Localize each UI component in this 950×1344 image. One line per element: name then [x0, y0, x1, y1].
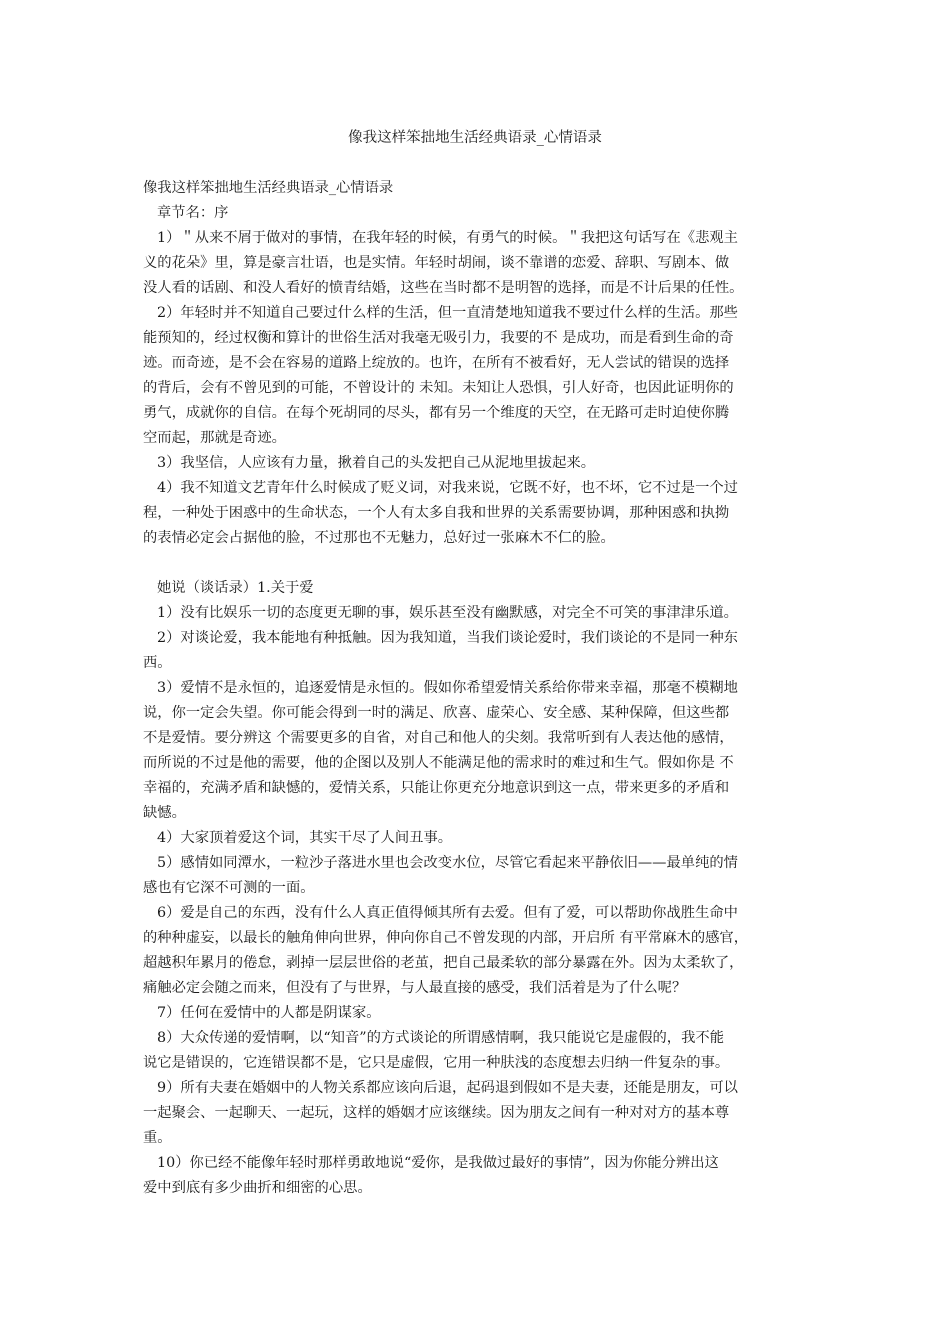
- text-line: 一起聚会、一起聊天、一起玩，这样的婚姻才应该继续。因为朋友之间有一种对对方的基本尊: [143, 1105, 730, 1121]
- text-line: 2）年轻时并不知道自己要过什么样的生活，但一直清楚地知道我不要过什么样的生活。那些: [157, 305, 738, 321]
- chapter-name: 章节名：序: [157, 205, 229, 221]
- text-line: 10）你已经不能像年轻时那样勇敢地说“爱你，是我做过最好的事情”，因为你能分辨出这: [157, 1155, 719, 1171]
- text-line: 空而起，那就是奇迹。: [143, 430, 286, 446]
- paragraph-spacer: [143, 551, 815, 576]
- text-line: 缺憾。: [143, 805, 186, 821]
- text-line: 4）大家顶着爱这个词，其实干尽了人间丑事。: [157, 830, 453, 846]
- document-title: 像我这样笨拙地生活经典语录_心情语录: [348, 130, 602, 146]
- text-line: 重。: [143, 1130, 172, 1146]
- text-line: 的背后，会有不曾见到的可能，不曾设计的 未知。未知让人恐惧，引人好奇，也因此证明你的: [143, 380, 734, 396]
- text-line: 6）爱是自己的东西，没有什么人真正值得倾其所有去爱。但有了爱，可以帮助你战胜生命中: [157, 905, 738, 921]
- section-heading: 她说（谈话录）1.关于爱: [157, 580, 314, 596]
- text-line: 2）对谈论爱，我本能地有种抵触。因为我知道，当我们谈论爱时，我们谈论的不是同一种东: [157, 630, 738, 646]
- document-body: [143, 176, 815, 1201]
- text-line: 的表情必定会占据他的脸，不过那也不无魅力，总好过一张麻木不仁的脸。: [143, 530, 615, 546]
- text-line: 勇气，成就你的自信。在每个死胡同的尽头，都有另一个维度的天空，在无路可走时迫使你腾: [143, 405, 730, 421]
- text-line: 能预知的，经过权衡和算计的世俗生活对我毫无吸引力，我要的不 是成功，而是看到生命的奇: [143, 330, 734, 346]
- text-line: 感也有它深不可测的一面。: [143, 880, 315, 896]
- section-about-love: [143, 601, 815, 1201]
- text-line: 1）＂从来不屑于做对的事情，在我年轻的时候，有勇气的时候。＂我把这句话写在《悲观主: [157, 230, 738, 246]
- text-line: 说，你一定会失望。你可能会得到一时的满足、欣喜、虚荣心、安全感、某种保障，但这些都: [143, 705, 730, 721]
- text-line: 义的花朵》里，算是豪言壮语，也是实情。年轻时胡闹，谈不靠谱的恋爱、辞职、写剧本、做: [143, 255, 730, 271]
- text-line: 不是爱情。要分辨这 个需要更多的自省，对自己和他人的尖刻。我常听到有人表达他的感情，: [143, 730, 734, 746]
- text-line: 痛触必定会随之而来，但没有了与世界，与人最直接的感受，我们活着是为了什么呢？: [143, 980, 687, 996]
- text-line: 3）我坚信，人应该有力量，揪着自己的头发把自己从泥地里拔起来。: [157, 455, 595, 471]
- text-line: 没人看的话剧、和没人看好的愤青结婚，这些在当时都不是明智的选择，而是不计后果的任性。: [143, 280, 744, 296]
- text-line: 爱中到底有多少曲折和细密的心思。: [143, 1180, 372, 1196]
- text-line: 而所说的不过是他的需要，他的企图以及别人不能满足他的需求时的难过和生气。假如你是 不: [143, 755, 734, 771]
- text-line: 7）任何在爱情中的人都是阴谋家。: [157, 1005, 381, 1021]
- text-line: 超越积年累月的倦怠，剥掉一层层世俗的老茧，把自己最柔软的部分暴露在外。因为太柔软了，: [143, 955, 744, 971]
- text-line: 迹。而奇迹，是不会在容易的道路上绽放的。也许，在所有不被看好，无人尝试的错误的选择: [143, 355, 730, 371]
- text-line: 程，一种处于困惑中的生命状态，一个人有太多自我和世界的关系需要协调，那种困惑和执拗: [143, 505, 730, 521]
- section-preface: [143, 226, 815, 551]
- text-line: 4）我不知道文艺青年什么时候成了贬义词，对我来说，它既不好，也不坏，它不过是一个过: [157, 480, 738, 496]
- text-line: 幸福的，充满矛盾和缺憾的，爱情关系，只能让你更充分地意识到这一点，带来更多的矛盾和: [143, 780, 730, 796]
- text-line: 的种种虚妄，以最长的触角伸向世界，伸向你自己不曾发现的内部，开启所 有平常麻木的感官，: [143, 930, 749, 946]
- text-line: 8）大众传递的爱情啊，以“知音”的方式谈论的所谓感情啊，我只能说它是虚假的，我不能: [157, 1030, 724, 1046]
- document-subtitle: 像我这样笨拙地生活经典语录_心情语录: [143, 180, 394, 196]
- text-line: 9）所有夫妻在婚姻中的人物关系都应该向后退，起码退到假如不是夫妻，还能是朋友，可以: [157, 1080, 738, 1096]
- text-line: 1）没有比娱乐一切的态度更无聊的事，娱乐甚至没有幽默感，对完全不可笑的事津津乐道。: [157, 605, 738, 621]
- text-line: 说它是错误的，它连错误都不是，它只是虚假，它用一种肤浅的态度想去归纳一件复杂的事。: [143, 1055, 730, 1071]
- text-line: 西。: [143, 655, 172, 671]
- text-line: 5）感情如同潭水，一粒沙子落进水里也会改变水位，尽管它看起来平静依旧——最单纯的情: [157, 855, 738, 871]
- text-line: 3）爱情不是永恒的，追逐爱情是永恒的。假如你希望爱情关系给你带来幸福，那毫不模糊地: [157, 680, 738, 696]
